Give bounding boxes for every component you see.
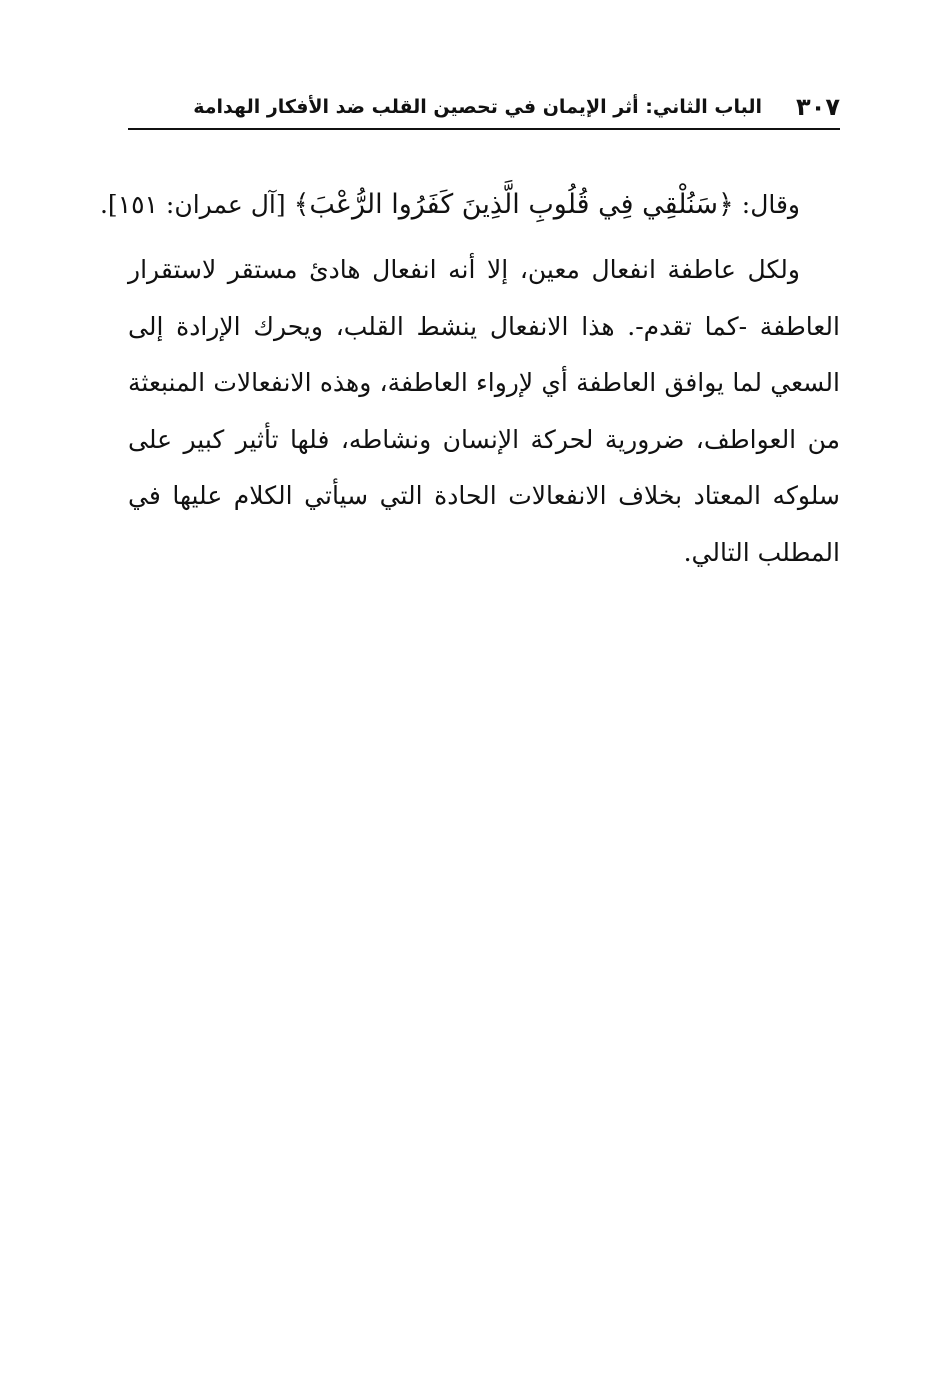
quran-verse: ﴿سَنُلْقِي فِي قُلُوبِ الَّذِينَ كَفَرُوا الرُّعْبَ﴾ — [293, 189, 734, 220]
page-content — [99, 168, 841, 581]
quote-intro: وقال: — [741, 190, 800, 219]
page-number: ٣٠٧ — [796, 93, 840, 121]
page-header — [128, 86, 840, 130]
body-paragraph: ولكل عاطفة انفعال معين، إلا أنه انفعال هادئ مستقر لاستقرار العاطفة -كما تقدم-. هذا الانفعال ينشط القلب، ويحرك الإرادة إلى السعي لما يوافق العاطفة أي لإرواء العاطفة، وهذه الانفعالات المنبعثة من العواطف، ضرورية لحركة الإنسان ونشاطه، فلها تأثير كبير على سلوكه المعتاد بخلاف الانفعالات الحادة التي سيأتي الكلام عليها في المطلب التالي. — [128, 255, 841, 567]
running-title: الباب الثاني: أثر الإيمان في تحصين القلب ضد الأفكار الهدامة — [193, 96, 763, 118]
verse-reference: [آل عمران: ١٥١]. — [99, 190, 286, 219]
quran-quote-line — [99, 168, 840, 242]
